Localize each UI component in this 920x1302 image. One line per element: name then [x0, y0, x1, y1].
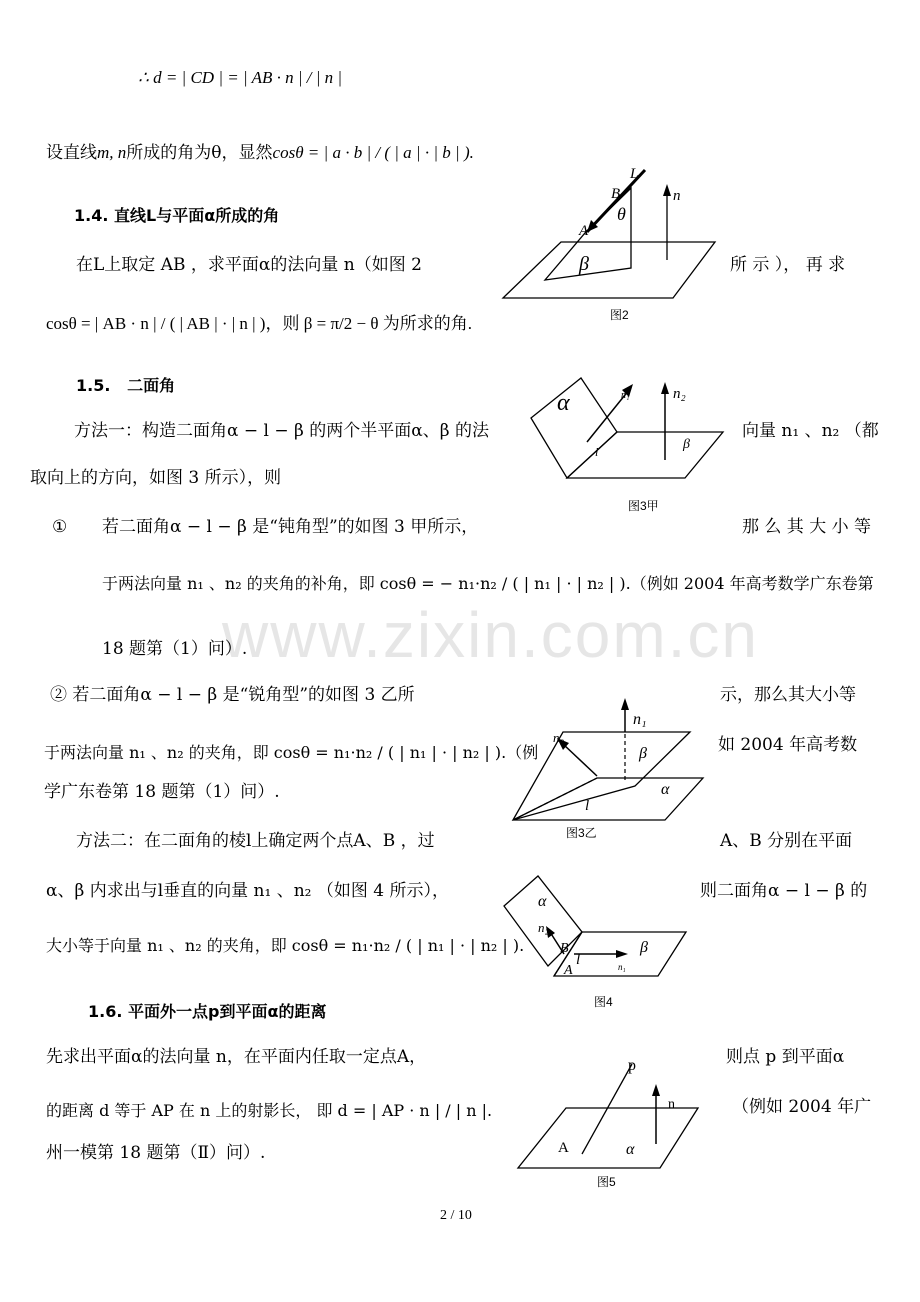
m1-line1: 方法一：构造二面角α − l − β 的两个半平面α、β 的法 [74, 421, 489, 441]
watermark: www.zixin.com.cn [222, 599, 759, 671]
s16-line2-right: （例如 2004 年广 [732, 1097, 872, 1117]
item2-line2-right: 如 2004 年高考数 [718, 735, 858, 755]
section-number: 1.5. [76, 376, 111, 395]
m1-line2: 取向上的方向，如图 3 所示），则 [30, 468, 282, 488]
lines-angle-prefix: 设直线 [46, 143, 97, 163]
s16-line2: 的距离 d 等于 AP 在 n 上的射影长， 即 d = | AP · n | / | n |. [46, 1101, 493, 1120]
m1-line1-right: 向量 n₁ 、n₂ （都 [742, 421, 879, 441]
figure-4 [498, 870, 693, 985]
section-1-5-heading [76, 373, 175, 396]
item1-line1-right: 那 么 其 大 小 等 [742, 517, 872, 537]
section-number: 1.6. [88, 1002, 123, 1021]
svg-text:l: l [585, 798, 590, 814]
s16-line1: 先求出平面α的法向量 n，在平面内任取一定点A， [46, 1047, 427, 1067]
figure-2 [495, 160, 725, 330]
figure-3a-caption: 图3甲 [628, 499, 659, 513]
svg-text:α: α [626, 1141, 635, 1158]
item2-line1-right: 示，那么其大小等 [720, 685, 856, 705]
svg-text:n: n [673, 188, 681, 204]
svg-text:n₁: n₁ [618, 962, 626, 972]
figure-3b-caption: 图3乙 [566, 826, 597, 840]
item2-line1: ② 若二面角α − l − β 是“锐角型”的如图 3 乙所 [50, 685, 415, 705]
lines-angle-vars: m, n [97, 143, 127, 162]
svg-text:α: α [557, 390, 570, 416]
svg-text:n₂: n₂ [553, 730, 565, 745]
svg-text:B: B [611, 186, 621, 202]
figure-5-caption: 图5 [597, 1175, 616, 1189]
item1-line1: 若二面角α − l − β 是“钝角型”的如图 3 甲所示， [102, 517, 479, 537]
figure-3b [505, 692, 710, 827]
section-1-4-heading [74, 203, 279, 226]
svg-text:β: β [640, 939, 648, 956]
figure-4-caption: 图4 [594, 995, 613, 1009]
item1-line3: 18 题第（1）问）. [102, 639, 248, 659]
svg-text:α: α [661, 781, 670, 798]
svg-text:β: β [639, 745, 647, 762]
s14-line2: cosθ = | AB · n | / ( | AB | · | n | )，则 β = π/2 − θ 为所求的角. [46, 314, 472, 333]
svg-text:n: n [668, 1097, 675, 1112]
s16-line1-right: 则点 p 到平面α [726, 1047, 845, 1067]
section-title: 平面外一点p到平面α的距离 [128, 1002, 327, 1021]
section-1-6-heading [88, 999, 326, 1022]
figure-3a [525, 370, 730, 495]
m2-line1-right: A、B 分别在平面 [720, 831, 853, 851]
figure-2-caption: 图2 [610, 308, 629, 322]
svg-text:n₂: n₂ [673, 386, 686, 402]
item2-line3: 学广东卷第 18 题第（1）问）. [44, 782, 280, 802]
svg-text:α: α [538, 893, 547, 910]
item1-line2: 于两法向量 n₁ 、n₂ 的夹角的补角，即 cosθ = − n₁·n₂ / ( | n₁ | · | n₂ | ).（例如 2004 年高考数学广东卷第 [102, 574, 874, 593]
s14-line1-right: 所 示 ）， 再 求 [730, 255, 846, 275]
svg-text:β: β [683, 437, 690, 452]
svg-text:A: A [579, 223, 589, 239]
page-number: 2 / 10 [440, 1208, 472, 1223]
distance-formula: ∴ d = | CD | = | AB · n | / | n | [138, 68, 343, 87]
lines-angle-mid: 所成的角为θ，显然 [126, 143, 273, 163]
svg-text:θ: θ [617, 204, 626, 224]
s14-line1: 在L上取定 AB ，求平面α的法向量 n（如图 2 [76, 255, 422, 275]
svg-text:n₁: n₁ [621, 390, 630, 401]
s16-line3: 州一模第 18 题第（Ⅱ）问）. [46, 1143, 266, 1163]
section-title: 直线L与平面α所成的角 [114, 206, 280, 225]
item2-line2: 于两法向量 n₁ 、n₂ 的夹角，即 cosθ = n₁·n₂ / ( | n₁ | · | n₂ | ).（例 [44, 743, 539, 762]
m2-line2: α、β 内求出与l垂直的向量 n₁ 、n₂ （如图 4 所示）， [46, 881, 450, 901]
svg-text:β: β [579, 253, 589, 275]
lines-angle-formula: cosθ = | a · b | / ( | a | · | b | ). [272, 143, 474, 162]
svg-text:l: l [576, 952, 581, 968]
svg-text:p: p [628, 1057, 636, 1074]
m2-line3: 大小等于向量 n₁ 、n₂ 的夹角，即 cosθ = n₁·n₂ / ( | n₁ | · | n₂ | ). [46, 936, 525, 955]
svg-text:L: L [630, 166, 639, 182]
svg-text:n₂: n₂ [538, 920, 550, 935]
svg-text:A: A [564, 963, 573, 978]
section-number: 1.4. [74, 206, 109, 225]
svg-text:n₁: n₁ [633, 711, 647, 728]
m2-line2-right: 则二面角α − l − β 的 [700, 881, 868, 901]
m2-line1: 方法二：在二面角的棱l上确定两个点A、B ，过 [76, 831, 435, 851]
svg-text:A: A [558, 1140, 569, 1156]
svg-text:B: B [560, 941, 569, 956]
figure-5 [512, 1050, 707, 1175]
section-title: 二面角 [127, 376, 176, 395]
item1-marker: ① [52, 517, 68, 537]
svg-text:l: l [595, 445, 599, 459]
lines-angle-paragraph [46, 142, 474, 164]
